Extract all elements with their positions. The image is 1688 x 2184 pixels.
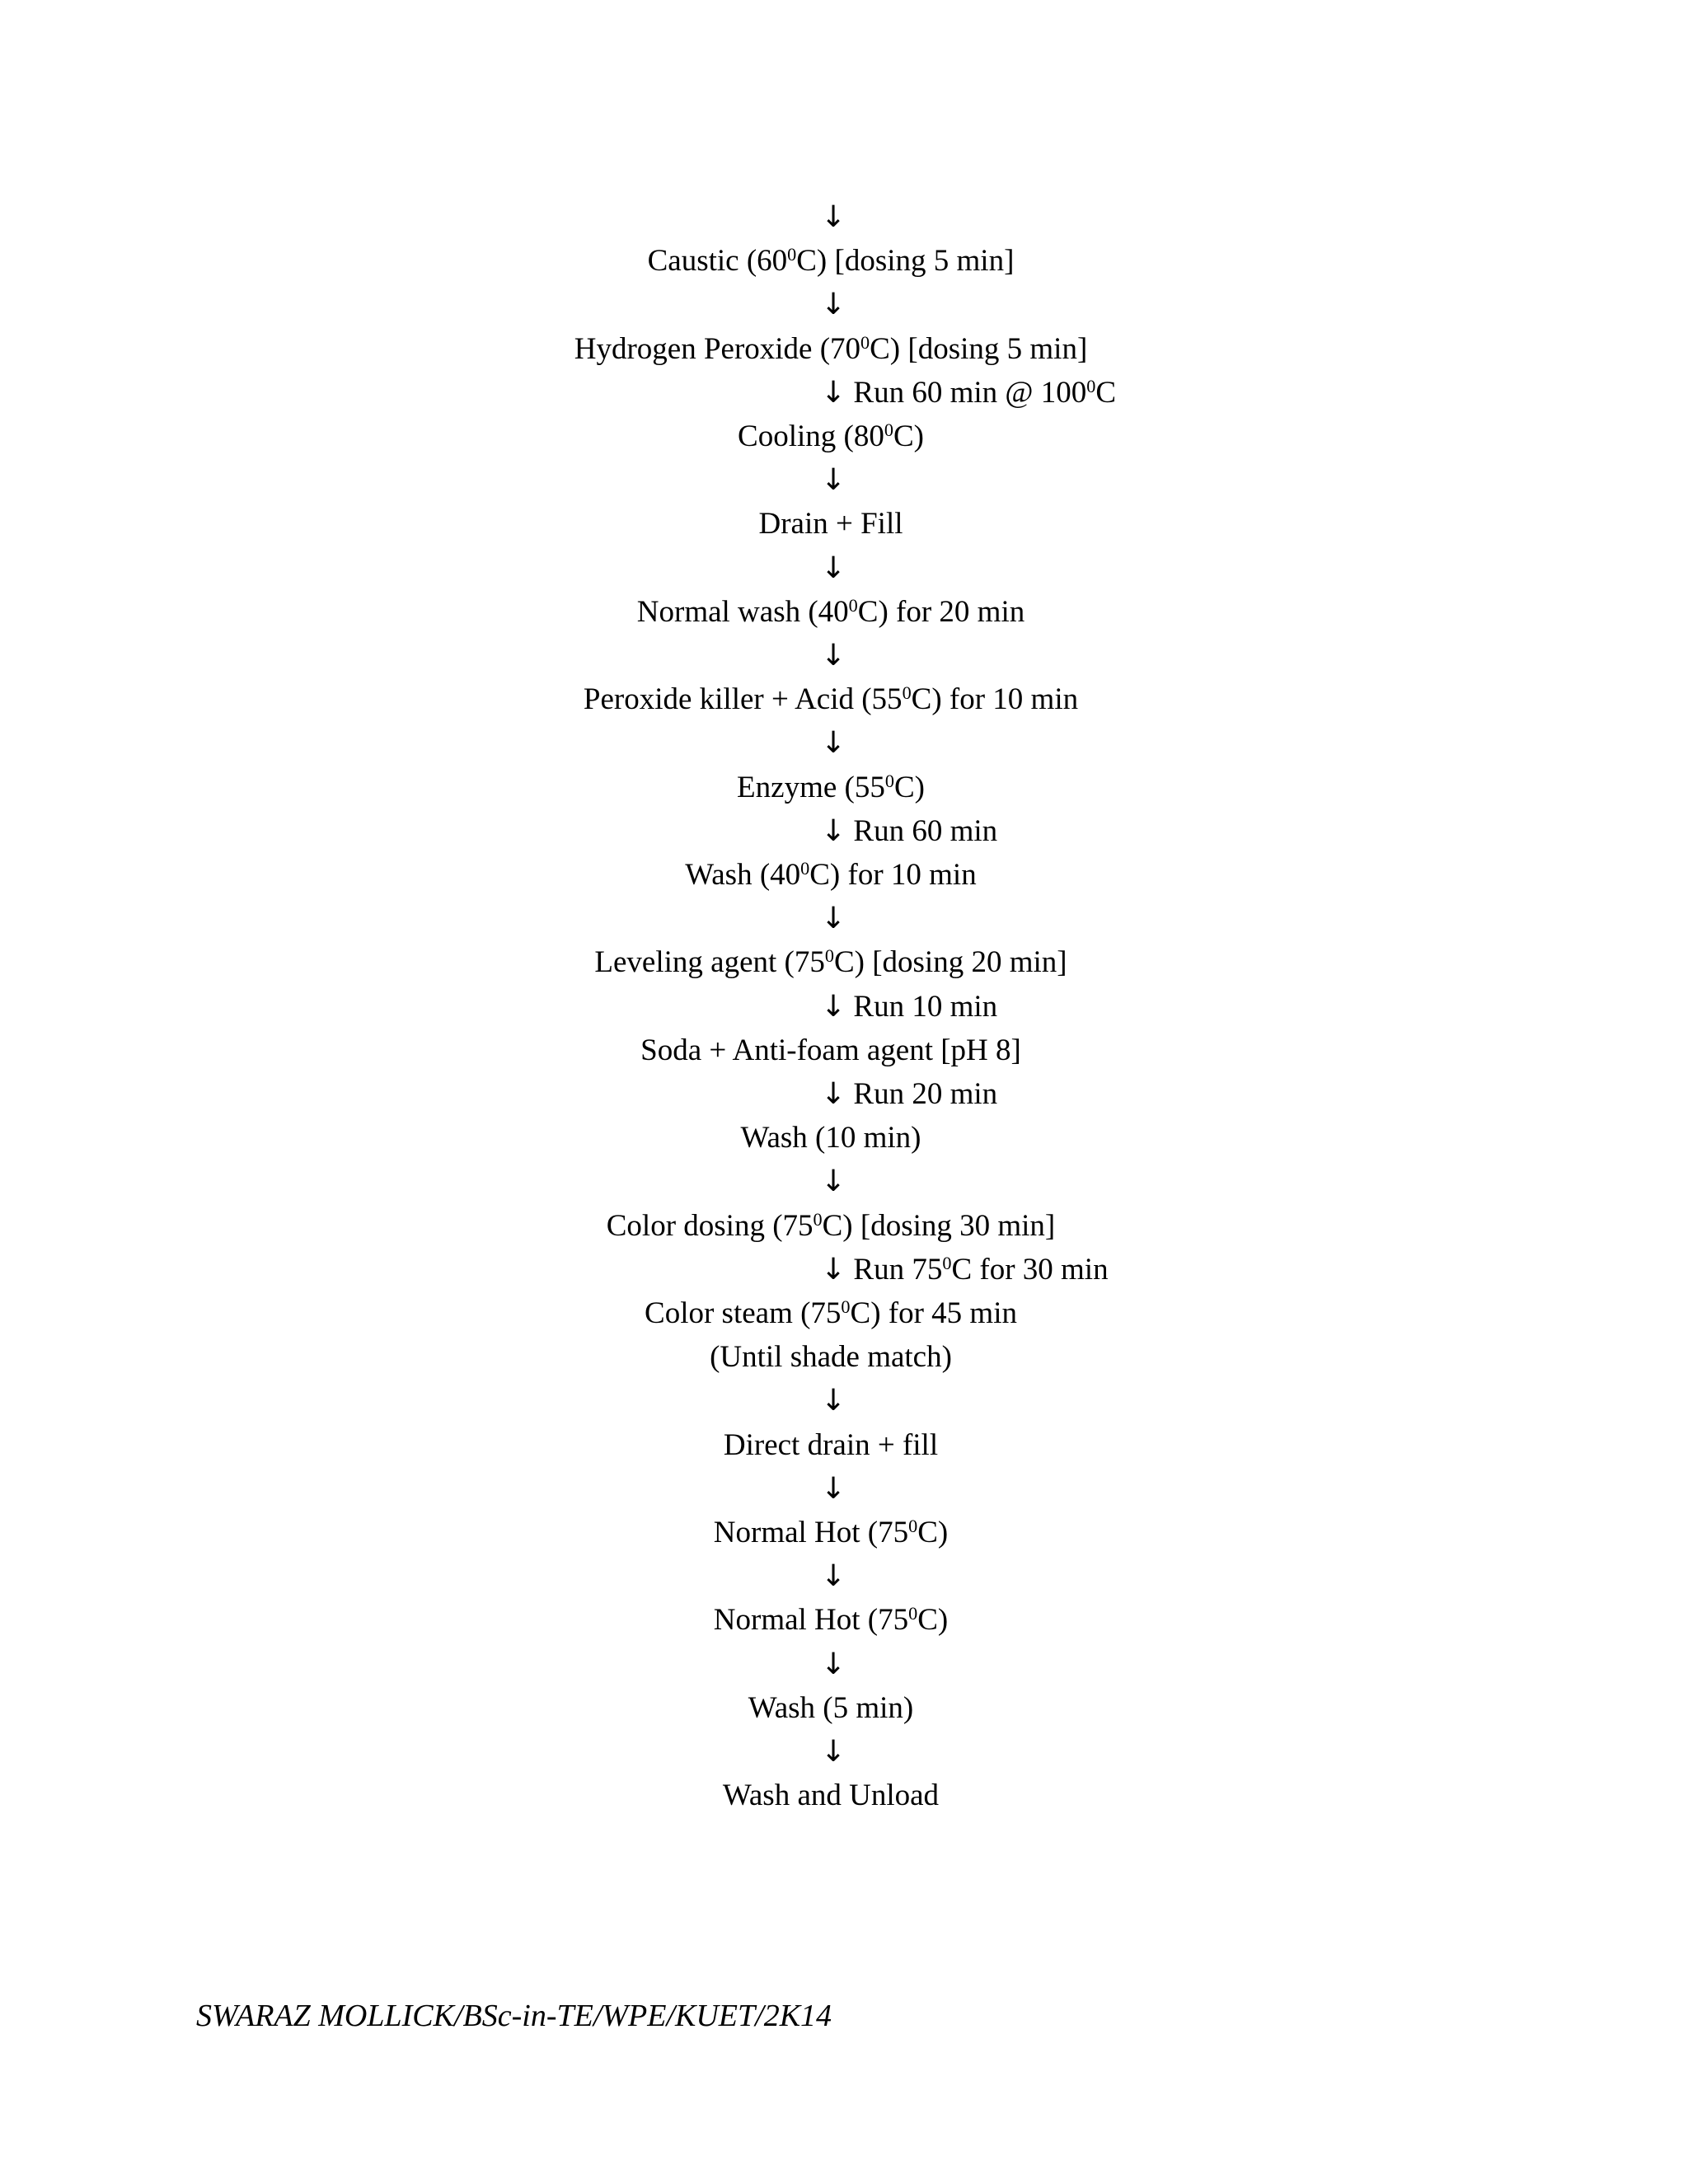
flow-step bbox=[758, 506, 903, 542]
flow-step-label: Peroxide killer + Acid (55 bbox=[583, 682, 903, 716]
flow-arrow-note: Run 60 min bbox=[846, 814, 998, 848]
flow-step bbox=[737, 770, 925, 806]
degree-superscript: 0 bbox=[860, 331, 870, 353]
degree-superscript: 0 bbox=[942, 1252, 952, 1273]
degree-superscript: 0 bbox=[1086, 375, 1096, 396]
flow-step-label: Direct drain + fill bbox=[723, 1428, 939, 1462]
flow-step bbox=[714, 1515, 948, 1551]
flow-step-label: Normal wash (40 bbox=[636, 595, 849, 629]
flow-arrow bbox=[821, 725, 846, 762]
down-arrow-icon: ↓ bbox=[821, 463, 846, 497]
flow-step-label-suffix: C) [dosing 5 min] bbox=[870, 332, 1088, 366]
flow-step bbox=[637, 594, 1025, 630]
flow-step-label: Drain + Fill bbox=[758, 507, 903, 541]
flow-arrow-note: Run 10 min bbox=[846, 990, 998, 1024]
flow-arrow-with-note bbox=[821, 1076, 997, 1113]
flow-arrow bbox=[821, 1734, 846, 1770]
degree-superscript: 0 bbox=[902, 682, 912, 703]
flow-arrow bbox=[821, 638, 846, 674]
down-arrow-icon: ↓ bbox=[821, 1735, 846, 1769]
flow-step-label-suffix: C) for 20 min bbox=[857, 595, 1025, 629]
flow-step bbox=[645, 1296, 1017, 1332]
flow-arrow-with-note bbox=[821, 813, 997, 850]
flow-step-label-suffix: C) bbox=[893, 419, 924, 453]
flow-step-label: Normal Hot (75 bbox=[713, 1516, 909, 1549]
flow-step bbox=[584, 682, 1078, 718]
degree-superscript: 0 bbox=[884, 419, 893, 440]
flow-arrow bbox=[821, 901, 846, 937]
flow-step-label-suffix: C) for 10 min bbox=[809, 858, 977, 892]
flow-step-label: Color steam (75 bbox=[645, 1296, 842, 1330]
flow-step bbox=[710, 1339, 952, 1376]
flow-arrow-note: Run 75 bbox=[846, 1253, 943, 1286]
flow-arrow-note: Run 60 min @ 100 bbox=[846, 376, 1087, 410]
flow-arrow bbox=[821, 1471, 846, 1507]
flow-step bbox=[640, 1033, 1021, 1069]
flow-step-label-suffix: C) bbox=[893, 771, 925, 804]
flow-step-label: Enzyme (55 bbox=[737, 771, 885, 804]
flow-step-label-suffix: C) bbox=[917, 1603, 949, 1637]
down-arrow-icon: ↓ bbox=[821, 1472, 846, 1506]
flow-step bbox=[741, 1120, 921, 1156]
flow-step-label: Cooling (80 bbox=[738, 419, 884, 453]
down-arrow-icon: ↓ bbox=[821, 1253, 846, 1286]
flow-step bbox=[594, 944, 1067, 981]
flow-step bbox=[685, 857, 976, 893]
flow-step bbox=[607, 1208, 1056, 1244]
flow-step-label-suffix: C) [dosing 30 min] bbox=[822, 1209, 1056, 1243]
down-arrow-icon: ↓ bbox=[821, 902, 846, 935]
flow-step bbox=[724, 1427, 938, 1464]
flow-step-label-suffix: C) [dosing 5 min] bbox=[796, 244, 1015, 278]
flow-step bbox=[648, 243, 1015, 279]
degree-superscript: 0 bbox=[848, 594, 858, 616]
flow-step-label: Wash and Unload bbox=[722, 1779, 940, 1812]
down-arrow-icon: ↓ bbox=[821, 551, 846, 585]
flow-step-label: Leveling agent (75 bbox=[594, 945, 825, 979]
degree-superscript: 0 bbox=[908, 1515, 918, 1536]
flow-step bbox=[723, 1778, 939, 1814]
degree-superscript: 0 bbox=[824, 944, 834, 966]
flow-step-label-suffix: C) for 10 min bbox=[911, 682, 1079, 716]
flow-step-label: Wash (40 bbox=[685, 858, 801, 892]
flow-arrow bbox=[821, 551, 846, 587]
degree-superscript: 0 bbox=[884, 770, 894, 791]
flow-arrow-with-note bbox=[821, 989, 997, 1025]
flow-step-label: Color dosing (75 bbox=[606, 1209, 814, 1243]
flow-arrow-note: Run 20 min bbox=[846, 1077, 998, 1111]
flow-step-label: Wash (5 min) bbox=[748, 1691, 914, 1725]
down-arrow-icon: ↓ bbox=[821, 726, 846, 760]
flow-arrow bbox=[821, 1558, 846, 1595]
flow-arrow bbox=[821, 199, 846, 236]
down-arrow-icon: ↓ bbox=[821, 1559, 846, 1593]
flow-step bbox=[574, 331, 1088, 368]
degree-superscript: 0 bbox=[813, 1208, 823, 1230]
flow-step-label: Normal Hot (75 bbox=[713, 1603, 909, 1637]
flow-step-label: Hydrogen Peroxide (70 bbox=[574, 332, 861, 366]
flow-arrow bbox=[821, 462, 846, 499]
flow-arrow-with-note bbox=[821, 375, 1116, 411]
footer-author-line: SWARAZ MOLLICK/BSc-in-TE/WPE/KUET/2K14 bbox=[196, 1999, 832, 2033]
flow-step-label-suffix: C) bbox=[917, 1516, 949, 1549]
flow-arrow bbox=[821, 1647, 846, 1683]
flow-step-label: Caustic (60 bbox=[647, 244, 788, 278]
flow-arrow-note-suffix: C bbox=[1095, 376, 1117, 410]
down-arrow-icon: ↓ bbox=[821, 1647, 846, 1681]
flow-arrow-note-suffix: C for 30 min bbox=[951, 1253, 1109, 1286]
flow-step-label-suffix: C) for 45 min bbox=[850, 1296, 1017, 1330]
down-arrow-icon: ↓ bbox=[821, 639, 846, 673]
flow-arrow bbox=[821, 1164, 846, 1200]
degree-superscript: 0 bbox=[800, 857, 810, 879]
flow-step bbox=[714, 1602, 948, 1638]
down-arrow-icon: ↓ bbox=[821, 814, 846, 848]
flow-step-label: Wash (10 min) bbox=[740, 1121, 921, 1155]
flow-arrow-with-note bbox=[821, 1252, 1109, 1288]
flow-step bbox=[738, 419, 924, 455]
down-arrow-icon: ↓ bbox=[821, 1384, 846, 1418]
flow-arrow bbox=[821, 1383, 846, 1419]
flow-arrow bbox=[821, 287, 846, 323]
degree-superscript: 0 bbox=[787, 243, 797, 265]
degree-superscript: 0 bbox=[841, 1296, 851, 1317]
flow-step-label: Soda + Anti-foam agent [pH 8] bbox=[640, 1033, 1021, 1067]
down-arrow-icon: ↓ bbox=[821, 1165, 846, 1198]
down-arrow-icon: ↓ bbox=[821, 1077, 846, 1111]
down-arrow-icon: ↓ bbox=[821, 288, 846, 321]
flow-step bbox=[748, 1690, 913, 1727]
degree-superscript: 0 bbox=[908, 1602, 918, 1624]
down-arrow-icon: ↓ bbox=[821, 200, 846, 234]
flow-step-label-suffix: C) [dosing 20 min] bbox=[833, 945, 1067, 979]
down-arrow-icon: ↓ bbox=[821, 376, 846, 410]
flow-step-label: (Until shade match) bbox=[710, 1340, 952, 1374]
down-arrow-icon: ↓ bbox=[821, 990, 846, 1024]
